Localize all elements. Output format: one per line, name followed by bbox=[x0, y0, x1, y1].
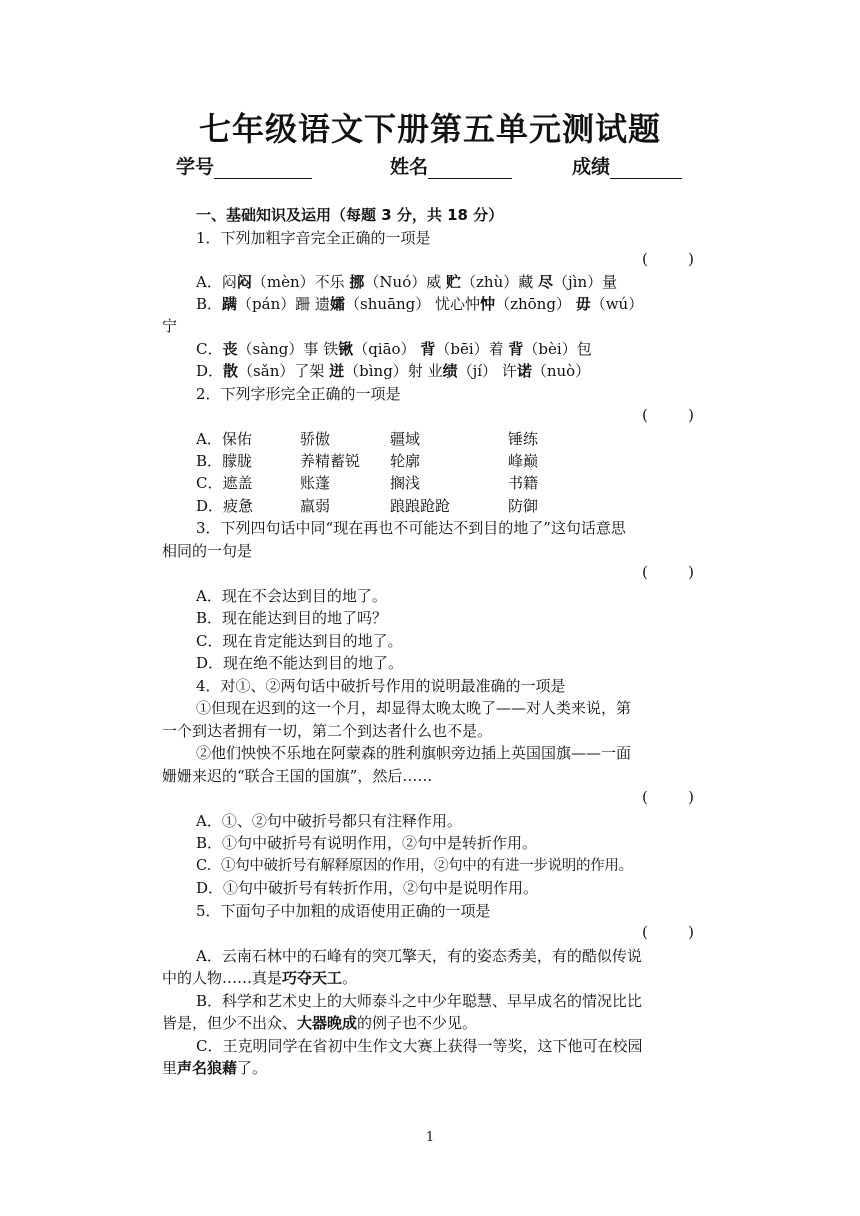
section-heading: 一、基础知识及运用（每题 3 分，共 18 分） bbox=[196, 206, 504, 224]
q3-stem-cont: 相同的一句是 bbox=[162, 542, 253, 560]
q1-option-b: B．蹒（pán）跚 遗孀（shuāng） 忧心忡忡（zhōng） 毋（wú） bbox=[196, 295, 644, 313]
q3-option-d: D．现在绝不能达到目的地了。 bbox=[196, 654, 404, 672]
q3-option-c: C．现在肯定能达到目的地了。 bbox=[196, 632, 403, 650]
q4-option-d: D．①句中破折号有转折作用，②句中是说明作用。 bbox=[196, 879, 539, 897]
q2-stem: 2．下列字形完全正确的一项是 bbox=[196, 385, 401, 403]
student-id-field bbox=[176, 152, 312, 179]
page-number: 1 bbox=[425, 1130, 435, 1145]
q3-stem: 3．下列四句话中同“现在再也不可能达不到目的地了”这句话意思 bbox=[196, 519, 626, 537]
score-blank[interactable] bbox=[610, 156, 682, 179]
q4-sentence-2-cont: 姗姗来迟的“联合王国的国旗”，然后…… bbox=[162, 767, 433, 785]
q3-option-a: A．现在不会达到目的地了。 bbox=[196, 587, 387, 605]
q3-option-b: B．现在能达到目的地了吗？ bbox=[196, 609, 388, 627]
student-id-blank[interactable] bbox=[214, 156, 312, 179]
student-name-label: 姓名 bbox=[390, 156, 429, 178]
student-name-field bbox=[390, 152, 512, 179]
q1-stem: 1．下列加粗字音完全正确的一项是 bbox=[196, 229, 431, 247]
page-title: 七年级语文下册第五单元测试题 bbox=[198, 110, 661, 148]
q4-sentence-1: ①但现在迟到的这一个月，却显得太晚太晚了——对人类来说，第 bbox=[196, 699, 632, 717]
q5-option-c: C．王克明同学在省初中生作文大赛上获得一等奖，这下他可在校园 bbox=[196, 1037, 643, 1055]
q1-option-d: D．散（sǎn）了架 迸（bìng）射 业绩（jí） 许诺（nuò） bbox=[196, 362, 591, 380]
student-id-label: 学号 bbox=[176, 156, 215, 178]
q5-option-a-cont: 中的人物……真是巧夺天工。 bbox=[162, 969, 358, 987]
q4-option-b: B．①句中破折号有说明作用，②句中是转折作用。 bbox=[196, 834, 538, 852]
q4-option-c: C．①句中破折号有解释原因的作用，②句中的有进一步说明的作用。 bbox=[196, 858, 633, 874]
score-field bbox=[572, 152, 682, 179]
q1-option-c: C．丧（sàng）事 铁锹（qiāo） 背（bēi）着 背（bèi）包 bbox=[196, 340, 592, 358]
student-name-blank[interactable] bbox=[428, 156, 512, 179]
q5-stem: 5．下面句子中加粗的成语使用正确的一项是 bbox=[196, 902, 491, 920]
q4-stem: 4．对①、②两句话中破折号作用的说明最准确的一项是 bbox=[196, 677, 566, 695]
q4-option-a: A．①、②句中破折号都只有注释作用。 bbox=[196, 812, 462, 830]
q1-option-a: A．闷闷（mèn）不乐 挪（Nuó）威 贮（zhù）藏 尽（jìn）量 bbox=[196, 273, 618, 291]
q5-option-b-cont: 皆是，但少不出众、大器晚成的例子也不少见。 bbox=[162, 1014, 478, 1032]
q4-sentence-1-cont: 一个到达者拥有一切，第二个到达者什么也不是。 bbox=[162, 722, 493, 740]
q5-option-c-cont: 里声名狼藉了。 bbox=[162, 1059, 268, 1077]
q5-option-a: A．云南石林中的石峰有的突兀擎天，有的姿态秀美，有的酷似传说 bbox=[196, 947, 642, 965]
q5-option-b: B．科学和艺术史上的大师泰斗之中少年聪慧、早早成名的情况比比 bbox=[196, 992, 643, 1010]
q4-sentence-2: ②他们怏怏不乐地在阿蒙森的胜利旗帜旁边插上英国国旗——一面 bbox=[196, 744, 632, 762]
q1-option-b-cont: 宁 bbox=[162, 317, 178, 335]
score-label: 成绩 bbox=[572, 156, 611, 178]
